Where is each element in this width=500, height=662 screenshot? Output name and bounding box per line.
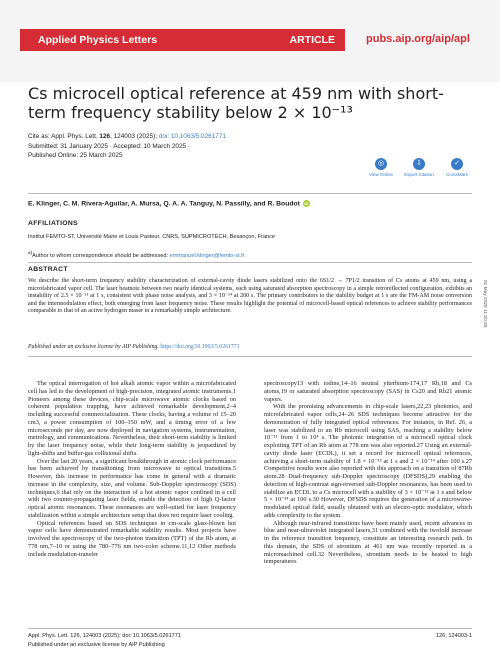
paragraph: Optical references based on SDS techniques in cm-scale glass-blown hot vapor cells have demonstrated remarkable stability results. Most projects have involved the spectroscopy of the two-photon transition (TPT) of the Rb atom, at 778 nm,7–10 or using the 780–776 nm two-color scheme.11,12 Other methods include modulation-transfer [28,519,236,558]
paragraph: spectroscopy13 with iodine,14–16 neutral ytterbium-174,17 Rb,18 and Cs atoms,19 or saturated absorption spectroscopy (SAS) in Cs20 and Rb21 atomic vapors. [264,380,472,403]
citation [28,132,226,141]
view-online-icon: ◎ [375,158,387,170]
doi-link[interactable]: https://doi.org/10.1063/5.0261771 [160,344,240,350]
view-online-label: View Online [369,172,393,177]
published-date: Published Online: 25 March 2025 [28,152,123,159]
article-tools [365,158,475,188]
journal-name: Applied Physics Letters [38,34,158,46]
cite-doi[interactable]: doi: 10.1063/5.0261771 [158,133,226,140]
orcid-icon[interactable]: iD [304,201,309,206]
cite-prefix: Cite as: Appl. Phys. Lett. [28,133,98,140]
affiliations-heading: AFFILIATIONS [28,220,78,227]
dates [28,142,190,160]
divider [28,262,472,263]
crossmark-icon: ✓ [451,158,463,170]
export-citation-icon: ⇩ [413,158,425,170]
side-stamp: 01 May 2025 11:20:00 [482,280,487,328]
paragraph: Over the last 20 years, a significant breakthrough in atomic clock performance has been achieved by transitioning from microwave to optical transitions.5 However, this increase in performance has come in general with a dramatic increase in the complexity, size, and volume. Sub-Doppler spectroscopy (SDS) techniques,6 that rely on the interaction of a hot atomic vapor confined in a cell with two counter-propagating laser fields, enable the detection of high Q-factor optical atomic resonances. These resonances are well-suited for laser frequency stabilization within a simple architecture setup that does not require laser cooling. [28,457,236,519]
body-column-left [28,380,236,558]
abstract-text: We describe the short-term frequency stability characterization of external-cavity diode lasers stabilized onto the 6S1/2 → 7P1/2 transition of Cs atoms at 459 nm, using a microfabricated vapor cell. The laser beatnote between two nearly identical systems, each using saturated absorption spectroscopy in a simple retroreflected configuration, exhibits an instability of 2.5 × 10⁻¹³ at 1 s, consistent with phase noise analysis, and 3 × 10⁻¹⁴ at 200 s. The primary contributors to the stability budget at 1 s are the FM-AM noise conversion and the intermodulation effect, both emerging from laser frequency noise. These results highlight the potential of microcell-based optical references to achieve stability performances comparable to that of an active hydrogen maser in a remarkably simple architecture. [28,278,472,315]
footer-license: Published under an exclusive license by AIP Publishing [28,642,165,648]
email-link[interactable]: emmanuel.klinger@femto-st.fr [169,252,245,259]
page-number: 126, 124003-1 [435,633,472,639]
cite-volume: 126 [99,133,111,140]
affiliation: Institut FEMTO-ST, Université Marie et Louis Pasteur, CNRS, SUPMICROTECH, Besançon, France [28,234,276,240]
paragraph: The optical interrogation of hot alkali atomic vapor within a microfabricated cell has led to the development of high-precision, integrated atomic instruments.1 Pioneers among these devices, chip-scale microwave atomic clocks based on coherent population trapping, have achieved remarkable development,2–4 including successful commercialization. These clocks, having a volume of 15–20 cm3, a power consumption of 100–150 mW, and a timing error of a few microseconds per day, are now deployed in navigation systems, instrumentation, metrology, and communications. Nevertheless, their short-term stability is limited by the laser frequency noise, while their long-term stability is jeopardized by light-shifts and buffer-gas collisional shifts. [28,380,236,457]
article-title: Cs microcell optical reference at 459 nm with short-term frequency stability below 2 × 10⁻¹³ [28,84,444,122]
divider [28,356,472,357]
view-online-button[interactable] [365,158,397,177]
paragraph: Although near-infrared transitions have been mainly used, recent advances in blue and near-ultraviolet integrated lasers,31 combined with the twofold increase in the reference transition frequency, constitute an interesting research path. In this domain, the SDS of strontium at 461 nm was recently reported in a micromachined cell.32 Nevertheless, strontium needs to be heated to high temperatures [264,519,472,566]
footer-divider [28,628,472,629]
body-column-right [264,380,472,566]
author-list: E. Klinger, C. M. Rivera-Aguilar, A. Mursa, Q. A. A. Tanguy, N. Passilly, and R. Boudot [28,200,300,208]
crossmark-button[interactable] [441,158,473,177]
submitted-dates: Submitted: 31 January 2025 · Accepted: 10 March 2025 · [28,143,190,150]
license-line [28,344,240,350]
export-citation-button[interactable] [403,158,435,177]
crossmark-label: CrossMark [446,172,468,177]
paragraph: With the promising advancements in chip-scale lasers,22,23 photonics, and microfabricated vapor cells,24–26 SDS techniques become attractive for the demonstration of fully integrated optical references. For instance, in Ref. 26, a laser was stabilized to an Rb microcell using SAS, reaching a stability below 10⁻¹¹ from 1 to 10⁴ s. The photonic integration of a microcell optical clock exploiting TPT of an Rb atom at 778 nm was also reported.27 Using an external-cavity diode laser (ECDL), it set a record for microcell optical references, achieving a short-term stability of 1.8 × 10⁻¹³ at 1 s and 2 × 10⁻¹⁴ after 100 s.27 Competitive results were also reported with this approach on a transition of 87Rb atom.28 Dual-frequency sub-Doppler spectroscopy (DFSDS),29 enabling the detection of high-contrast sign-reversed sub-Doppler resonances, has been used to stabilize an ECDL to a Cs microcell with a stability of 3 × 10⁻¹³ at 1 s and below 5 × 10⁻¹⁴ at 100 s.30 However, DFSDS requires the generation of a microwave-modulated optical field, usually obtained with an electro-optic modulator, which adds complexity to the system. [264,403,472,519]
article-type: ARTICLE [289,34,335,46]
correspondence: $^{a)}$Author to whom correspondence should be addressed: emmanuel.klinger@femto-st.fr [28,250,245,259]
site-link[interactable]: pubs.aip.org/aip/apl [366,33,470,45]
correspondence-label: Author to whom correspondence should be addressed: [32,252,169,259]
authors [28,200,311,207]
license-text: Published under an exclusive license by AIP Publishing. [28,344,159,350]
divider [28,193,472,194]
export-citation-label: Export Citation [404,172,434,177]
footer-citation: Appl. Phys. Lett. 126, 124003 (2025); doi: 10.1063/5.0261771 [28,633,182,639]
abstract-heading: ABSTRACT [28,266,68,273]
journal-bar [20,29,345,51]
cite-rest: , 124003 (2025); [110,133,157,140]
